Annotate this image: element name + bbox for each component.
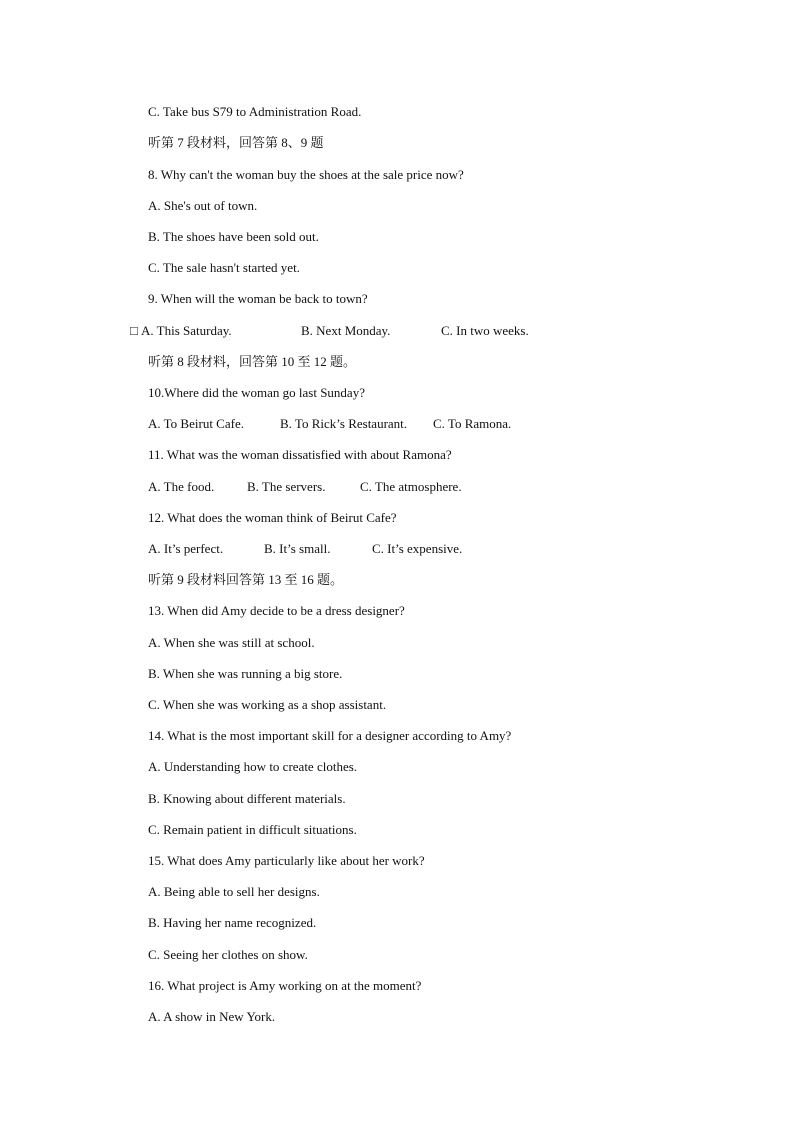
q9-option-a: A. This Saturday. <box>141 323 232 338</box>
question-15: 15. What does Amy particularly like about her work? <box>148 853 425 868</box>
q9-option-b: B. Next Monday. <box>301 323 391 338</box>
q13-option-b: B. When she was running a big store. <box>148 666 343 681</box>
q14-option-a: A. Understanding how to create clothes. <box>148 759 358 774</box>
q8-option-c: C. The sale hasn't started yet. <box>148 260 300 275</box>
question-8: 8. Why can't the woman buy the shoes at the sale price now? <box>148 167 464 182</box>
q7-option-c: C. Take bus S79 to Administration Road. <box>148 104 362 119</box>
q8-option-a: A. She's out of town. <box>148 198 258 213</box>
question-9: 9. When will the woman be back to town? <box>148 291 368 306</box>
q12-option-c: C. It’s expensive. <box>372 541 463 556</box>
q10-option-c: C. To Ramona. <box>433 416 512 431</box>
q12-option-b: B. It’s small. <box>264 541 331 556</box>
q13-option-c: C. When she was working as a shop assistant. <box>148 697 387 712</box>
q11-option-c: C. The atmosphere. <box>360 479 462 494</box>
q12-option-a: A. It’s perfect. <box>148 541 224 556</box>
section-7-heading: 听第 7 段材料，回答第 8、9 题 <box>148 135 324 150</box>
q15-option-a: A. Being able to sell her designs. <box>148 884 320 899</box>
q9-marker: □ <box>130 323 138 338</box>
question-14: 14. What is the most important skill for a designer according to Amy? <box>148 728 512 743</box>
section-8-heading: 听第 8 段材料，回答第 10 至 12 题。 <box>148 354 357 369</box>
section-9-heading: 听第 9 段材料回答第 13 至 16 题。 <box>148 572 344 587</box>
q9-option-c: C. In two weeks. <box>441 323 529 338</box>
question-13: 13. When did Amy decide to be a dress designer? <box>148 603 405 618</box>
q14-option-b: B. Knowing about different materials. <box>148 791 346 806</box>
question-16: 16. What project is Amy working on at the moment? <box>148 978 422 993</box>
q16-option-a: A. A show in New York. <box>148 1009 276 1024</box>
question-11: 11. What was the woman dissatisfied with about Ramona? <box>148 447 452 462</box>
q10-option-a: A. To Beirut Cafe. <box>148 416 244 431</box>
q11-option-a: A. The food. <box>148 479 215 494</box>
question-12: 12. What does the woman think of Beirut Cafe? <box>148 510 397 525</box>
q14-option-c: C. Remain patient in difficult situations. <box>148 822 357 837</box>
q8-option-b: B. The shoes have been sold out. <box>148 229 319 244</box>
question-10: 10.Where did the woman go last Sunday? <box>148 385 365 400</box>
q10-option-b: B. To Rick’s Restaurant. <box>280 416 408 431</box>
q15-option-c: C. Seeing her clothes on show. <box>148 947 308 962</box>
q15-option-b: B. Having her name recognized. <box>148 915 317 930</box>
q11-option-b: B. The servers. <box>247 479 326 494</box>
q13-option-a: A. When she was still at school. <box>148 635 315 650</box>
